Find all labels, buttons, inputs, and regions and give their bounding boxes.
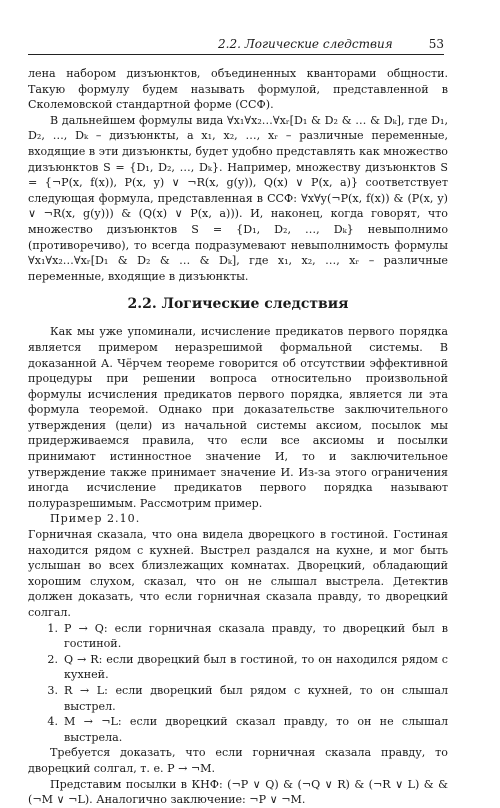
example-cnf: Представим посылки в КНФ: (¬P ∨ Q) & (¬Q ∨ R) & (¬R ∨ L) & & (¬M ∨ ¬L). Аналогично заключение: ¬P ∨ ¬M.	[28, 777, 448, 807]
list-item	[28, 714, 448, 745]
example-label: Пример 2.10.	[50, 512, 141, 526]
list-item-number: 3.	[47, 683, 58, 697]
list-item-number: 2.	[47, 652, 58, 666]
list-item-text: P → Q: если горничная сказала правду, то дворецкий был в гостиной.	[64, 621, 448, 651]
running-header	[28, 36, 444, 55]
list-item	[28, 652, 448, 683]
section-heading: 2.2. Логические следствия	[127, 296, 349, 313]
intro-paragraph-1: лена набором дизъюнктов, объединенных кванторами общности. Такую формулу будем называть формулой, представленной в Сколемовской стандартной форме (ССФ).	[28, 67, 448, 112]
list-item	[28, 683, 448, 714]
page-number: 53	[428, 37, 444, 51]
example-conclusion: Требуется доказать, что если горничная сказала правду, то дворецкий солгал, т. е. P → ¬M.	[28, 746, 448, 775]
list-item-text: R → L: если дворецкий был рядом с кухней, то он слышал выстрел.	[64, 683, 448, 713]
list-item-text: M → ¬L: если дворецкий сказал правду, то он не слышал выстрела.	[64, 715, 448, 744]
list-item-number: 4.	[47, 715, 58, 729]
example-story: Горничная сказала, что она видела дворецкого в гостиной. Гостиная находится рядом с кухней. Выстрел раздался на кухне, и мог быть услышан во всех близлежащих комнатах. Дворецкий, обладающий хорошим слухом, сказал, что он не слышал выстрела. Детектив должен доказать, что если горничная сказала правду, то дворецкий солгал.	[28, 528, 448, 619]
intro-paragraph-2: В дальнейшем формулы вида ∀x₁∀x₂…∀xᵣ[D₁ & D₂ & … & Dₖ], где D₁, D₂, …, Dₖ – дизъюнкты, а x₁, x₂, …, xᵣ – различные переменные, входящие в эти дизъюнкты, будет удобно представлять как множество дизъюнктов S = {D₁, D₂, …, Dₖ}. Например, множеству дизъюнктов S = {¬P(x, f(x)), P(x, y) ∨ ¬R(x, g(y)), Q(x) ∨ P(x, a)} соответствует следующая формула, представленная в ССФ: ∀x∀y(¬P(x, f(x)) & (P(x, y) ∨ ¬R(x, g(y))) & (Q(x) ∨ P(x, a))). И, наконец, когда говорят, что множество дизъюнктов S = {D₁, D₂, …, Dₖ} невыполнимо (противоречиво), то всегда подразумевают невыполнимость формулы ∀x₁∀x₂…∀xᵣ[D₁ & D₂ & … & Dₖ], где x₁, x₂, …, xᵣ – различные переменные, входящие в дизъюнкты.	[28, 113, 448, 283]
section-paragraph-1: Как мы уже упоминали, исчисление предикатов первого порядка является примером неразрешимой формальной системы. В доказанной А. Чёрчем теореме говорится об отсутствии эффективной процедуры при решении вопроса относительно произвольной формулы исчисления предикатов первого порядка, является ли эта формула теоремой. Однако при доказательстве заключительного утверждения (цели) из начальной системы аксиом, посылок мы придерживаемся правила, что если все аксиомы и посылки принимают истинностное значение И, то и заключительное утверждение также принимает значение И. Из-за этого ограничения иногда исчисление предикатов первого порядка называют полуразрешимым. Рассмотрим пример.	[28, 325, 448, 510]
list-item-text: Q → R: если дворецкий был в гостиной, то он находился рядом с кухней.	[64, 652, 448, 682]
page-body	[28, 66, 448, 808]
running-header-title: 2.2. Логические следствия	[218, 37, 393, 51]
list-item-number: 1.	[47, 621, 58, 635]
list-item	[28, 621, 448, 652]
